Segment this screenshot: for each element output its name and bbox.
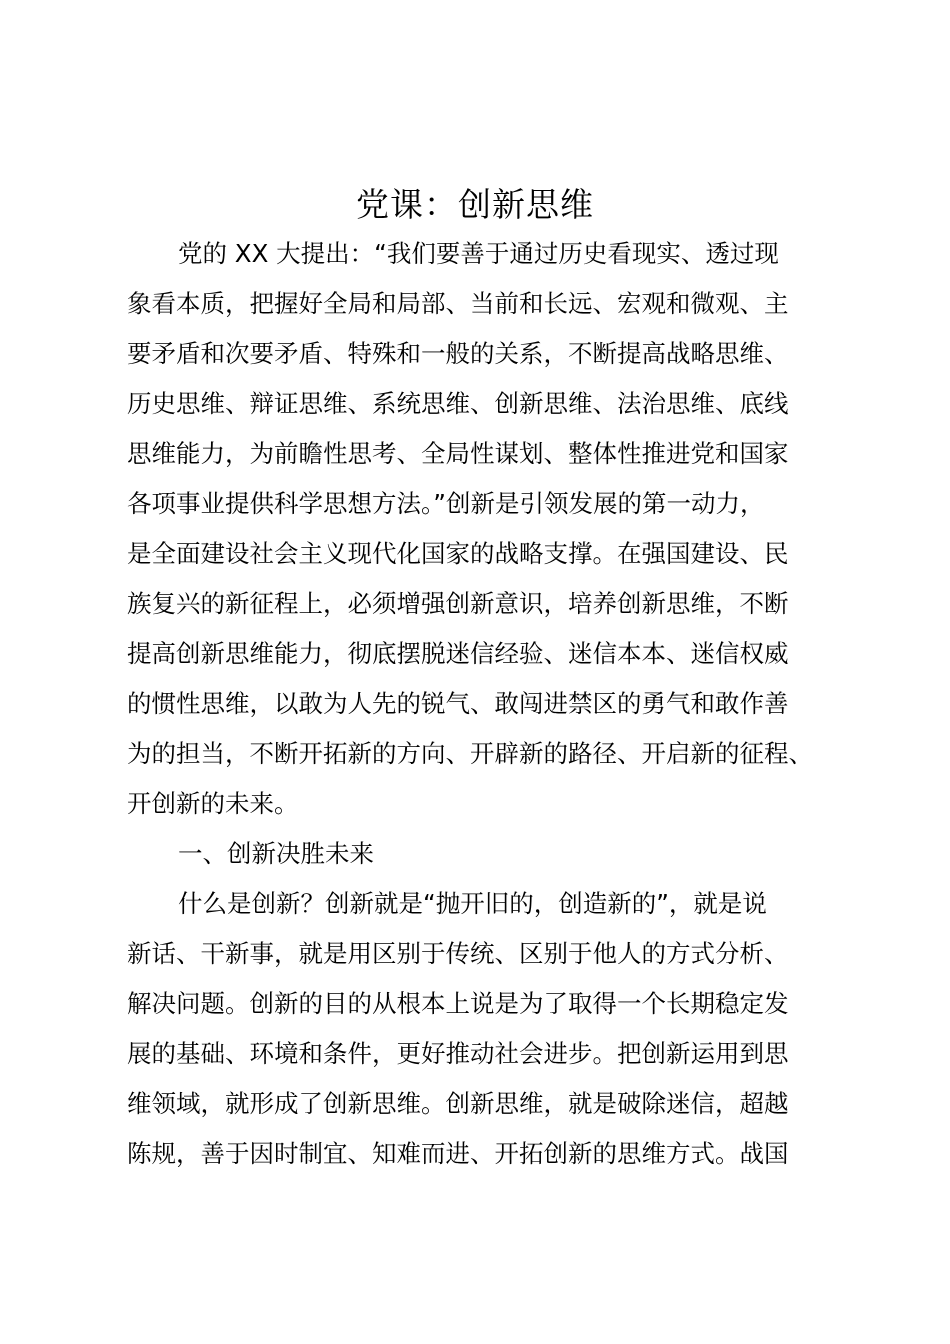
section-heading: 一、创新决胜未来 (178, 839, 374, 868)
paragraph-line: 提高创新思维能力，彻底摆脱迷信经验、迷信本本、迷信权威 (127, 639, 789, 668)
paragraph-2 (127, 879, 847, 1179)
paragraph-line: 为的担当，不断开拓新的方向、开辟新的路径、开启新的征程、 (127, 739, 813, 768)
paragraph-line: 要矛盾和次要矛盾、特殊和一般的关系，不断提高战略思维、 (127, 339, 789, 368)
paragraph-line: 解决问题。创新的目的从根本上说是为了取得一个长期稳定发 (127, 989, 789, 1018)
paragraph-line: 新话、干新事，就是用区别于传统、区别于他人的方式分析、 (127, 939, 789, 968)
document-body (127, 229, 847, 1179)
paragraph-line: 族复兴的新征程上，必须增强创新意识，培养创新思维，不断 (127, 589, 789, 618)
paragraph-line: 各项事业提供科学思想方法。”创新是引领发展的第一动力， (127, 489, 765, 518)
paragraph-line: 陈规，善于因时制宜、知难而进、开拓创新的思维方式。战国 (127, 1139, 789, 1168)
paragraph-line: 党的 XX 大提出：“我们要善于通过历史看现实、透过现 (178, 239, 779, 268)
paragraph-line: 开创新的未来。 (127, 789, 299, 818)
paragraph-line: 象看本质，把握好全局和局部、当前和长远、宏观和微观、主 (127, 289, 789, 318)
paragraph-line: 展的基础、环境和条件，更好推动社会进步。把创新运用到思 (127, 1039, 789, 1068)
document-title: 党课：创新思维 (356, 185, 594, 224)
paragraph-1 (127, 229, 847, 829)
paragraph-line: 的惯性思维，以敢为人先的锐气、敢闯进禁区的勇气和敢作善 (127, 689, 789, 718)
paragraph-line: 历史思维、辩证思维、系统思维、创新思维、法治思维、底线 (127, 389, 789, 418)
paragraph-line: 思维能力，为前瞻性思考、全局性谋划、整体性推进党和国家 (127, 439, 789, 468)
paragraph-line: 什么是创新？创新就是“抛开旧的，创造新的”，就是说 (178, 889, 767, 918)
paragraph-line: 维领域，就形成了创新思维。创新思维，就是破除迷信，超越 (127, 1089, 789, 1118)
paragraph-line: 是全面建设社会主义现代化国家的战略支撑。在强国建设、民 (127, 539, 789, 568)
